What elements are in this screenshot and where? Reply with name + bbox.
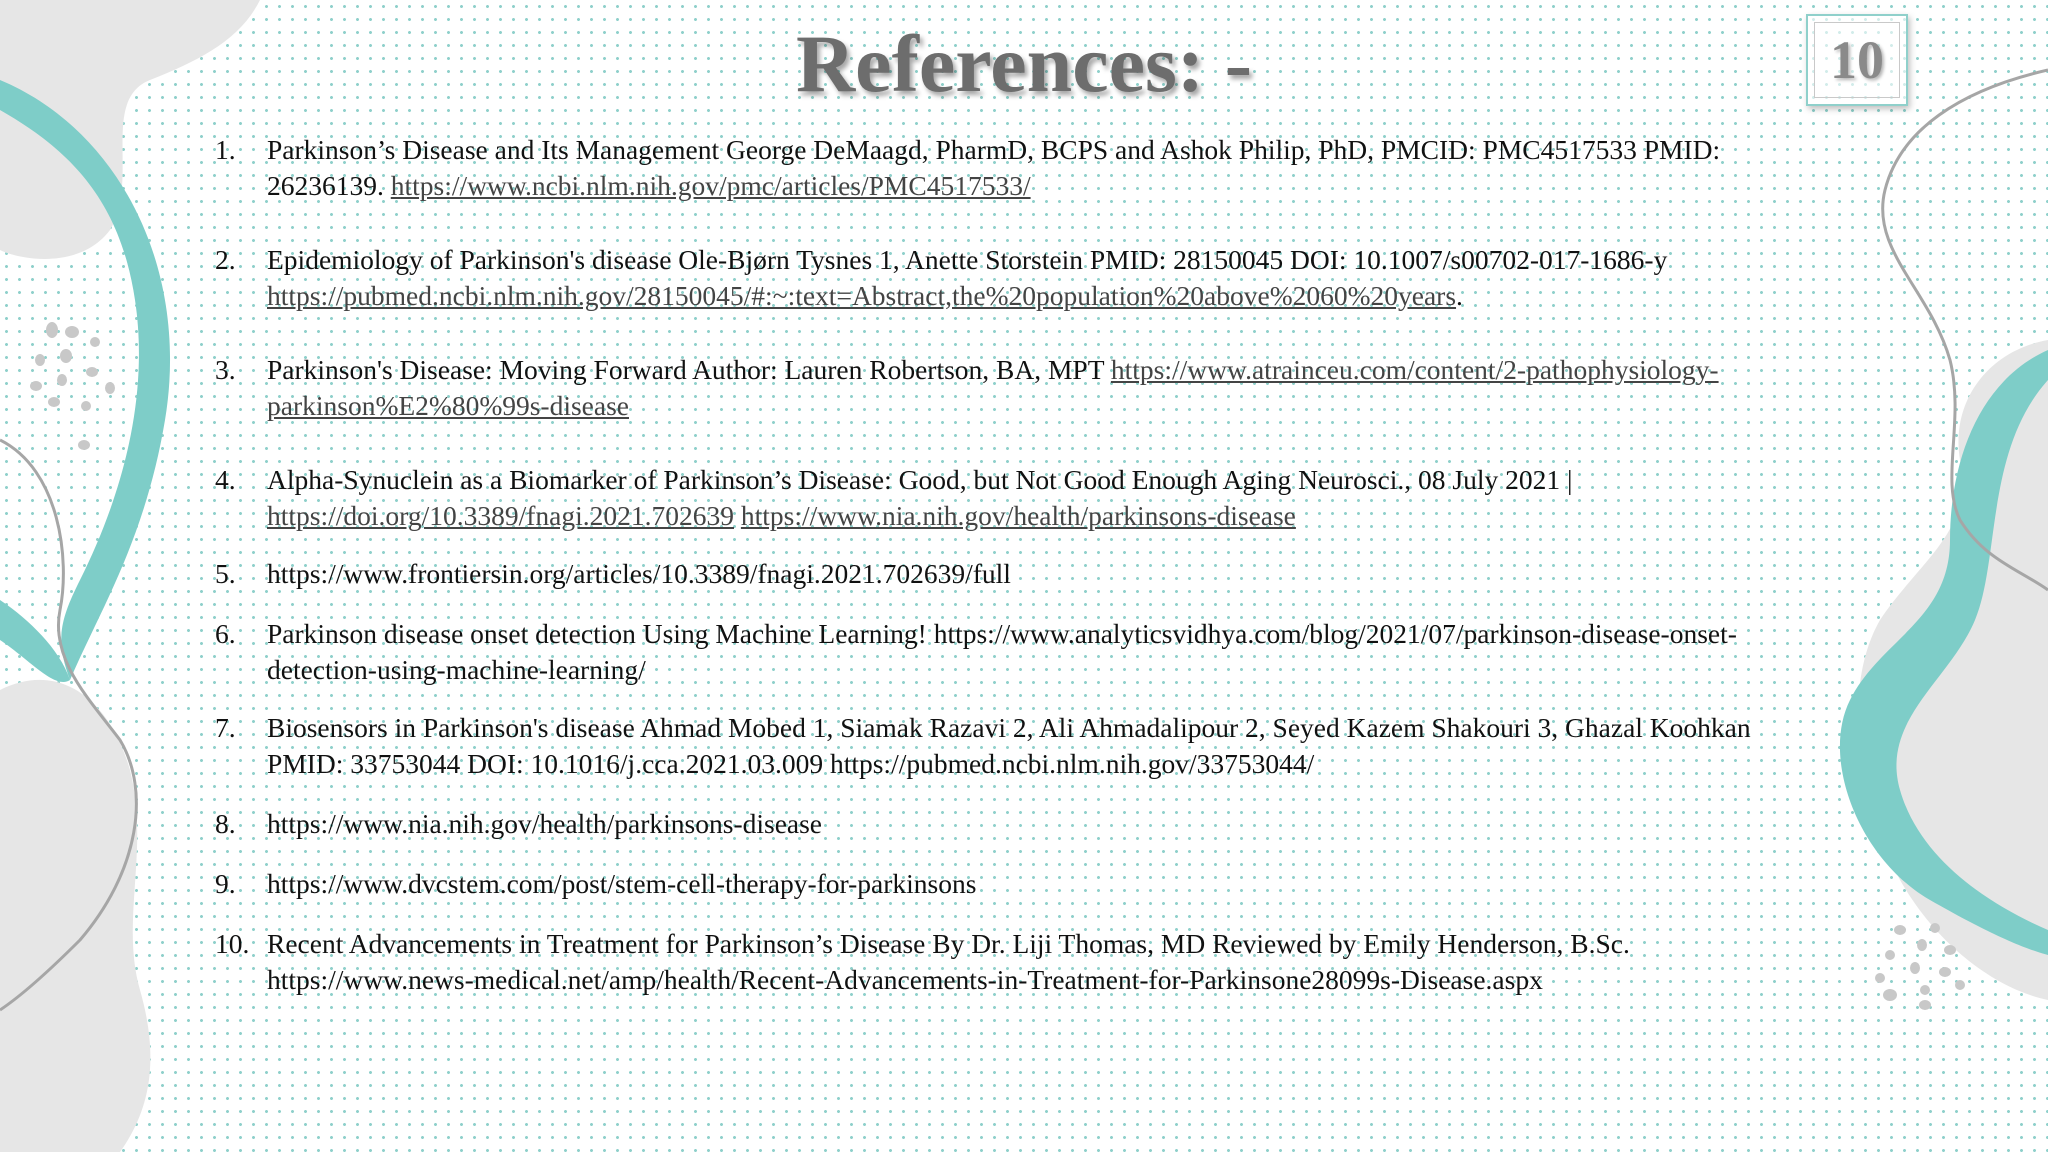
reference-link-1[interactable]: https://www.ncbi.nlm.nih.gov/pmc/articles/PMC4517533/ — [390, 170, 1031, 201]
reference-number: 2. — [215, 244, 236, 275]
reference-item-3 — [215, 352, 1795, 424]
reference-text-5: https://www.frontiersin.org/articles/10.3389/fnagi.2021.702639/full — [267, 558, 1011, 589]
reference-link-4a[interactable]: https://doi.org/10.3389/fnagi.2021.702639 — [267, 500, 734, 531]
reference-text-10: Recent Advancements in Treatment for Parkinson’s Disease By Dr. Liji Thomas, MD Reviewed by Emily Henderson, B.Sc. https://www.news-medical.net/amp/health/Recent-Advancements-in-Treatment-for-Parkinsone28099s-Disease.aspx — [267, 928, 1630, 995]
reference-text-4: Alpha-Synuclein as a Biomarker of Parkinson’s Disease: Good, but Not Good Enough Aging Neurosci., 08 July 2021 | https://doi.org/10.3389/fnagi.2021.702639 https://www.nia.nih.gov/health/parkinsons-disease — [267, 464, 1573, 531]
slide-title: References: - — [795, 18, 1253, 109]
reference-link-3[interactable]: https://www.atrainceu.com/content/2-pathophysiology-parkinson%E2%80%99s-disease — [267, 354, 1719, 421]
reference-number: 10. — [215, 928, 250, 959]
reference-number: 9. — [215, 868, 236, 899]
reference-item-5 — [215, 556, 1795, 592]
reference-item-10 — [215, 926, 1795, 998]
reference-item-6 — [215, 616, 1795, 688]
reference-item-9 — [215, 866, 1795, 902]
reference-link-2[interactable]: https://pubmed.ncbi.nlm.nih.gov/28150045/#:~:text=Abstract,the%20population%20above%2060%20years — [267, 280, 1457, 311]
reference-number: 1. — [215, 134, 236, 165]
reference-text-7: Biosensors in Parkinson's disease Ahmad Mobed 1, Siamak Razavi 2, Ali Ahmadalipour 2, Seyed Kazem Shakouri 3, Ghazal Koohkan PMID: 33753044 DOI: 10.1016/j.cca.2021.03.009 https://pubmed.ncbi.nlm.nih.gov/33753044/ — [267, 712, 1751, 779]
reference-number: 4. — [215, 464, 236, 495]
reference-text-1: Parkinson’s Disease and Its Management George DeMaagd, PharmD, BCPS and Ashok Philip, PhD, PMCID: PMC4517533 PMID: 26236139. https://www.ncbi.nlm.nih.gov/pmc/articles/PMC4517533/ — [267, 134, 1721, 201]
reference-number: 7. — [215, 712, 236, 743]
reference-text-8: https://www.nia.nih.gov/health/parkinsons-disease — [267, 808, 823, 839]
reference-item-1 — [215, 132, 1795, 204]
reference-number: 8. — [215, 808, 236, 839]
reference-item-4 — [215, 462, 1795, 534]
reference-text-9: https://www.dvcstem.com/post/stem-cell-therapy-for-parkinsons — [267, 868, 977, 899]
reference-text-6: Parkinson disease onset detection Using Machine Learning! https://www.analyticsvidhya.com/blog/2021/07/parkinson-disease-onset-detection-using-machine-learning/ — [267, 618, 1737, 685]
page-number: 10 — [1830, 30, 1884, 90]
reference-text-3: Parkinson's Disease: Moving Forward Author: Lauren Robertson, BA, MPT https://www.atrainceu.com/content/2-pathophysiology-parkinson%E2%80%99s-disease — [267, 354, 1719, 421]
reference-item-2 — [215, 242, 1795, 314]
reference-item-7 — [215, 710, 1795, 782]
reference-link-4b[interactable]: https://www.nia.nih.gov/health/parkinsons-disease — [740, 500, 1296, 531]
reference-number: 5. — [215, 558, 236, 589]
reference-text-2: Epidemiology of Parkinson's disease Ole-Bjørn Tysnes 1, Anette Storstein PMID: 28150045 DOI: 10.1007/s00702-017-1686-y https://pubmed.ncbi.nlm.nih.gov/28150045/#:~:text=Abstract,the%20population%20above%2060%20years. — [267, 244, 1668, 311]
reference-number: 6. — [215, 618, 236, 649]
reference-item-8 — [215, 806, 1795, 842]
reference-number: 3. — [215, 354, 236, 385]
